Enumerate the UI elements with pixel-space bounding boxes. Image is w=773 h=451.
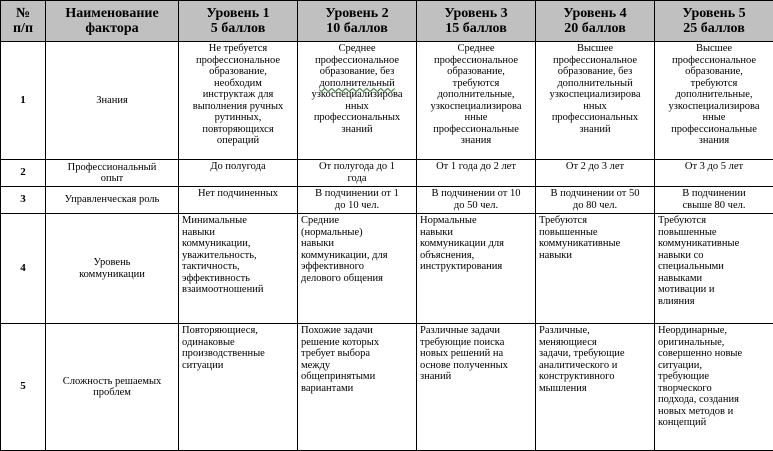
cell-line: Неординарные,	[658, 325, 770, 337]
cell-line: навыками	[658, 273, 770, 285]
cell-line: творческого	[658, 383, 770, 395]
cell-line: узкоспециализирова	[539, 89, 651, 101]
factor-line: Уровень	[49, 257, 175, 269]
cell-line: необходим	[182, 78, 294, 90]
cell-line: В подчинении от 50	[539, 188, 651, 200]
header-level-4	[536, 1, 655, 42]
header-level-title: Уровень 3	[419, 6, 533, 21]
cell-line: профессиональное	[182, 55, 294, 67]
cell-line: Похожие задачи	[301, 325, 413, 337]
row-number: 3	[1, 187, 46, 214]
cell-line: профессиональных	[539, 112, 651, 124]
cell-line: навыки со	[658, 250, 770, 262]
cell-line: общепринятыми	[301, 371, 413, 383]
cell-line: узкоспециализирова	[658, 101, 770, 113]
cell-line: От 1 года до 2 лет	[420, 161, 532, 173]
table-row	[1, 42, 773, 160]
cell-line: знаний	[420, 371, 532, 383]
table-row	[1, 324, 773, 451]
cell-line: навыки	[182, 227, 294, 239]
cell-line: Требуются	[539, 215, 651, 227]
cell-line: Среднее	[301, 43, 413, 55]
level-4-cell	[536, 160, 655, 187]
cell-line: повышенные	[658, 227, 770, 239]
cell-line: требуются	[658, 78, 770, 90]
cell-line: навыки	[301, 238, 413, 250]
cell-line: производственные	[182, 348, 294, 360]
cell-line: операций	[182, 135, 294, 147]
cell-line: концепций	[658, 417, 770, 429]
level-5-cell	[655, 160, 773, 187]
level-2-cell	[298, 160, 417, 187]
cell-line: навыки	[539, 250, 651, 262]
cell-line: Высшее	[539, 43, 651, 55]
cell-line: конструктивного	[539, 371, 651, 383]
cell-line: меняющиеся	[539, 337, 651, 349]
cell-line: Средние	[301, 215, 413, 227]
cell-line: профессиональное	[658, 55, 770, 67]
cell-line: рутинных,	[182, 112, 294, 124]
cell-line: задачи, требующие	[539, 348, 651, 360]
header-level-points: 5 баллов	[181, 21, 295, 36]
table-row	[1, 187, 773, 214]
cell-line: коммуникации,	[182, 238, 294, 250]
cell-line: образование, без	[539, 66, 651, 78]
factor-line: коммуникации	[49, 269, 175, 281]
row-number: 4	[1, 214, 46, 324]
factor-line: Сложность решаемых	[49, 376, 175, 388]
level-4-cell	[536, 187, 655, 214]
factor-line: проблем	[49, 387, 175, 399]
cell-line: эффективного	[301, 261, 413, 273]
factor-name	[46, 214, 179, 324]
factor-line: Знания	[49, 95, 175, 107]
level-2-cell	[298, 324, 417, 451]
level-4-cell	[536, 324, 655, 451]
factor-line: Профессиональный	[49, 162, 175, 174]
cell-line: Различные,	[539, 325, 651, 337]
cell-line: подхода, создания	[658, 394, 770, 406]
header-level-points: 25 баллов	[657, 21, 771, 36]
cell-line: От 3 до 5 лет	[658, 161, 770, 173]
cell-line: инструктирования	[420, 261, 532, 273]
cell-line: влияния	[658, 296, 770, 308]
level-4-cell	[536, 214, 655, 324]
cell-line: мышления	[539, 383, 651, 395]
cell-line: узкоспециализирова	[301, 89, 413, 101]
factor-name	[46, 324, 179, 451]
cell-line: основе полученных	[420, 360, 532, 372]
level-5-cell	[655, 187, 773, 214]
cell-line: до 50 чел.	[420, 200, 532, 212]
cell-line: профессиональные	[658, 124, 770, 136]
header-level-points: 15 баллов	[419, 21, 533, 36]
cell-line: между	[301, 360, 413, 372]
cell-line: образование,	[182, 66, 294, 78]
cell-line: совершенно новые	[658, 348, 770, 360]
cell-line: Требуются	[658, 215, 770, 227]
cell-line: выполнения ручных	[182, 101, 294, 113]
factor-line: опыт	[49, 173, 175, 185]
cell-line: специальными	[658, 261, 770, 273]
cell-line: От 2 до 3 лет	[539, 161, 651, 173]
cell-line: одинаковые	[182, 337, 294, 349]
cell-line: навыки	[420, 227, 532, 239]
header-level-title: Уровень 1	[181, 6, 295, 21]
header-num	[1, 1, 46, 42]
cell-line: новых решений на	[420, 348, 532, 360]
cell-line: решение которых	[301, 337, 413, 349]
level-3-cell	[417, 160, 536, 187]
header-level-1	[179, 1, 298, 42]
header-level-2	[298, 1, 417, 42]
cell-line: объяснения,	[420, 250, 532, 262]
level-1-cell	[179, 324, 298, 451]
cell-line: Нормальные	[420, 215, 532, 227]
cell-line: до 10 чел.	[301, 200, 413, 212]
row-number: 1	[1, 42, 46, 160]
header-level-5	[655, 1, 773, 42]
cell-line: инструктаж для	[182, 89, 294, 101]
cell-line: дополнительный	[539, 78, 651, 90]
cell-line: коммуникативные	[539, 238, 651, 250]
cell-line: ситуации	[182, 360, 294, 372]
row-number: 2	[1, 160, 46, 187]
cell-line: знания	[420, 135, 532, 147]
cell-line: В подчинении от 1	[301, 188, 413, 200]
table-header-row	[1, 1, 773, 42]
cell-line: требует выбора	[301, 348, 413, 360]
cell-line: уважительность,	[182, 250, 294, 262]
cell-line: нные	[420, 112, 532, 124]
level-1-cell	[179, 160, 298, 187]
cell-line: до 80 чел.	[539, 200, 651, 212]
header-level-points: 10 баллов	[300, 21, 414, 36]
cell-line: коммуникации, для	[301, 250, 413, 262]
factor-line: Управленческая роль	[49, 194, 175, 206]
level-1-cell	[179, 187, 298, 214]
cell-line: До полугода	[182, 161, 294, 173]
header-factor	[46, 1, 179, 42]
cell-line: (нормальные)	[301, 227, 413, 239]
level-3-cell	[417, 187, 536, 214]
cell-line: От полугода до 1	[301, 161, 413, 173]
cell-line: дополнительный	[301, 78, 413, 90]
level-4-cell	[536, 42, 655, 160]
header-level-points: 20 баллов	[538, 21, 652, 36]
cell-line: образование,	[658, 66, 770, 78]
cell-line: дополнительные,	[420, 89, 532, 101]
level-2-cell	[298, 42, 417, 160]
header-level-title: Уровень 2	[300, 6, 414, 21]
level-5-cell	[655, 214, 773, 324]
cell-line: Нет подчиненных	[182, 188, 294, 200]
cell-line: знания	[658, 135, 770, 147]
level-1-cell	[179, 42, 298, 160]
cell-line: вариантами	[301, 383, 413, 395]
cell-line: В подчинении от 10	[420, 188, 532, 200]
cell-line: профессиональное	[539, 55, 651, 67]
cell-line: новых методов и	[658, 406, 770, 418]
cell-line: аналитического и	[539, 360, 651, 372]
cell-line: оригинальные,	[658, 337, 770, 349]
cell-line: нные	[658, 112, 770, 124]
cell-line: тактичность,	[182, 261, 294, 273]
header-level-title: Уровень 5	[657, 6, 771, 21]
cell-line: профессиональные	[420, 124, 532, 136]
cell-line: Высшее	[658, 43, 770, 55]
level-3-cell	[417, 324, 536, 451]
level-3-cell	[417, 42, 536, 160]
level-5-cell	[655, 42, 773, 160]
factor-name	[46, 187, 179, 214]
header-factor-line: фактора	[48, 21, 176, 36]
factor-name	[46, 42, 179, 160]
header-level-title: Уровень 4	[538, 6, 652, 21]
cell-line: делового общения	[301, 273, 413, 285]
cell-line: профессиональное	[301, 55, 413, 67]
cell-line: свыше 80 чел.	[658, 200, 770, 212]
cell-line: В подчинении	[658, 188, 770, 200]
cell-line: ситуации,	[658, 360, 770, 372]
cell-line: повторяющихся	[182, 124, 294, 136]
cell-line: образование, без	[301, 66, 413, 78]
cell-line: повышенные	[539, 227, 651, 239]
cell-line: нных	[539, 101, 651, 113]
cell-line: Среднее	[420, 43, 532, 55]
cell-line: мотивации и	[658, 284, 770, 296]
level-1-cell	[179, 214, 298, 324]
level-3-cell	[417, 214, 536, 324]
cell-line: знаний	[539, 124, 651, 136]
cell-line: Различные задачи	[420, 325, 532, 337]
table-row	[1, 160, 773, 187]
cell-line: требующие	[658, 371, 770, 383]
cell-line: профессиональное	[420, 55, 532, 67]
level-2-cell	[298, 214, 417, 324]
cell-line: образование,	[420, 66, 532, 78]
cell-line: дополнительные,	[658, 89, 770, 101]
factor-name	[46, 160, 179, 187]
cell-line: требующие поиска	[420, 337, 532, 349]
cell-line: знаний	[301, 124, 413, 136]
level-5-cell	[655, 324, 773, 451]
cell-line: узкоспециализирова	[420, 101, 532, 113]
cell-line: взаимоотношений	[182, 284, 294, 296]
header-num-line: №	[3, 6, 43, 21]
cell-line: требуются	[420, 78, 532, 90]
cell-line: Не требуется	[182, 43, 294, 55]
cell-line: Минимальные	[182, 215, 294, 227]
cell-line: нных	[301, 101, 413, 113]
cell-line: коммуникации для	[420, 238, 532, 250]
cell-line: коммуникативные	[658, 238, 770, 250]
cell-line: эффективность	[182, 273, 294, 285]
header-factor-line: Наименование	[48, 6, 176, 21]
table-row	[1, 214, 773, 324]
header-level-3	[417, 1, 536, 42]
row-number: 5	[1, 324, 46, 451]
cell-line: Повторяющиеся,	[182, 325, 294, 337]
level-2-cell	[298, 187, 417, 214]
cell-line: профессиональных	[301, 112, 413, 124]
header-num-line: п/п	[3, 21, 43, 36]
cell-line: года	[301, 173, 413, 185]
